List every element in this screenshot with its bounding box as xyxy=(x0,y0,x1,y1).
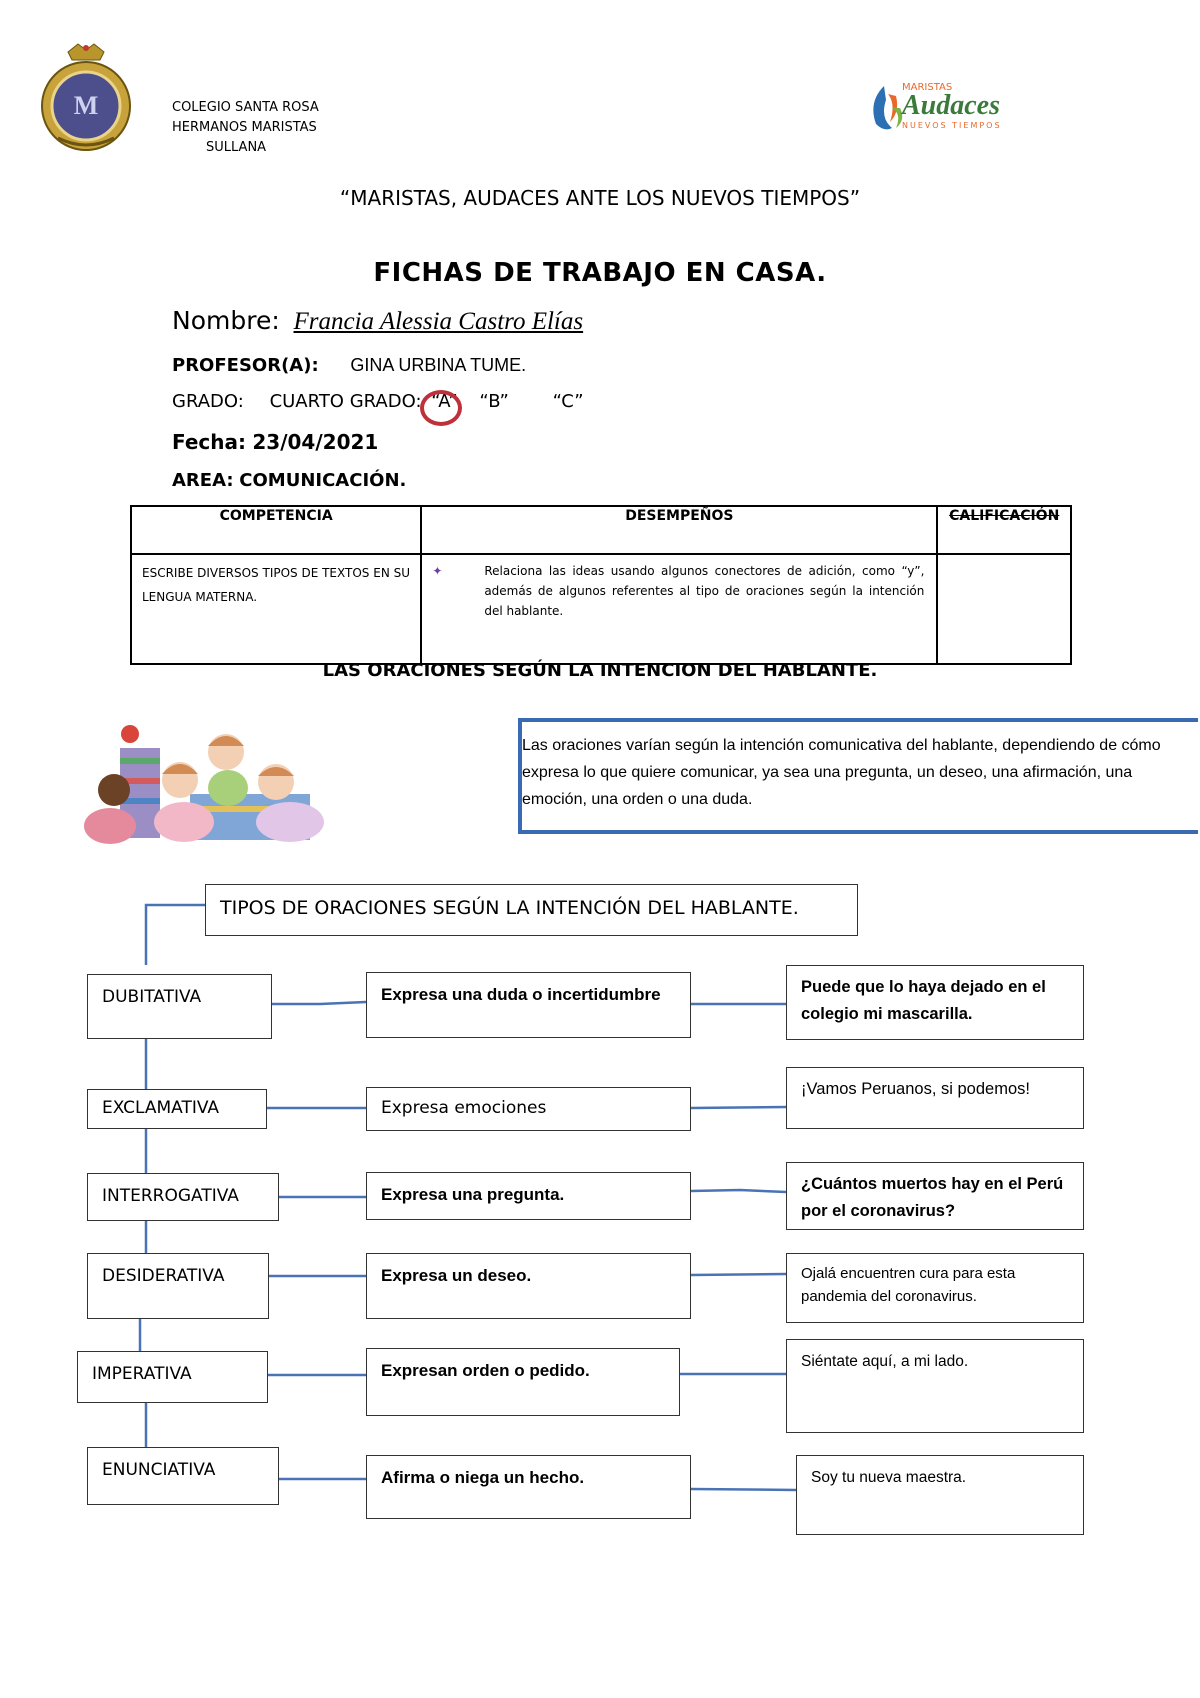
type-label: DUBITATIVA xyxy=(102,987,202,1007)
example-box-imperativa xyxy=(786,1339,1084,1433)
logo-sub-text: NUEVOS TIEMPOS xyxy=(902,121,1002,130)
example-text: ¿Cuántos muertos hay en el Perú por el coronavirus? xyxy=(801,1175,1064,1220)
meaning-label: Expresan orden o pedido. xyxy=(381,1361,590,1380)
example-box-dubitativa xyxy=(786,965,1084,1040)
example-text: Puede que lo haya dejado en el colegio mi mascarilla. xyxy=(801,978,1046,1023)
type-box-exclamativa xyxy=(87,1089,267,1129)
svg-text:M: M xyxy=(73,91,99,120)
meaning-box-enunciativa xyxy=(366,1455,691,1519)
meaning-box-imperativa xyxy=(366,1348,680,1416)
meaning-label: Expresa un deseo. xyxy=(381,1266,532,1285)
grade-header: CALIFICACIÓN xyxy=(937,506,1071,554)
type-box-dubitativa xyxy=(87,974,272,1039)
bullet-icon: ✦ xyxy=(432,564,443,578)
example-box-enunciativa xyxy=(796,1455,1084,1535)
meaning-box-desiderativa xyxy=(366,1253,691,1319)
name-label: Nombre: xyxy=(172,306,280,335)
example-text: Siéntate aquí, a mi lado. xyxy=(801,1353,969,1370)
performance-text: Relaciona las ideas usando algunos conectores de adición, como “y”, además de algunos referentes al tipo de oraciones según la intención del hablante. xyxy=(484,564,925,618)
meaning-box-dubitativa xyxy=(366,972,691,1038)
diagram-title-box xyxy=(205,884,858,936)
meaning-label: Expresa una pregunta. xyxy=(381,1185,565,1204)
type-label: INTERROGATIVA xyxy=(102,1186,239,1206)
section-title: LAS ORACIONES SEGÚN LA INTENCION DEL HABLANTE. xyxy=(322,660,878,681)
meaning-label: Expresa emociones xyxy=(381,1098,547,1118)
area-label: AREA: xyxy=(172,470,234,491)
meaning-label: Expresa una duda o incertidumbre xyxy=(381,985,661,1004)
logo-top-text: MARISTAS xyxy=(902,82,953,93)
example-box-desiderativa xyxy=(786,1253,1084,1323)
type-label: IMPERATIVA xyxy=(92,1364,192,1384)
competency-header: COMPETENCIA xyxy=(131,506,421,554)
type-box-imperativa xyxy=(77,1351,268,1403)
area-value: COMUNICACIÓN. xyxy=(239,470,407,491)
example-box-exclamativa xyxy=(786,1067,1084,1129)
date-label: Fecha: xyxy=(172,430,247,454)
type-label: ENUNCIATIVA xyxy=(102,1460,216,1480)
motto: “MARISTAS, AUDACES ANTE LOS NUEVOS TIEMPOS” xyxy=(339,186,861,210)
section-b: “B” xyxy=(479,391,509,412)
school-line-3: SULLANA xyxy=(206,140,267,155)
teacher-value: GINA URBINA TUME. xyxy=(350,355,527,375)
teacher-label: PROFESOR(A): xyxy=(172,355,319,376)
grade-label: GRADO: xyxy=(172,391,244,412)
type-box-enunciativa xyxy=(87,1447,279,1505)
competency-cell: ESCRIBE DIVERSOS TIPOS DE TEXTOS EN SU LENGUA MATERNA. xyxy=(131,554,421,664)
type-box-interrogativa xyxy=(87,1173,279,1221)
logo-main-text: Audaces xyxy=(902,90,1000,121)
meaning-box-interrogativa xyxy=(366,1172,691,1220)
type-label: DESIDERATIVA xyxy=(102,1266,225,1286)
school-line-2: HERMANOS MARISTAS xyxy=(172,120,317,135)
page-title: FICHAS DE TRABAJO EN CASA. xyxy=(373,258,827,288)
type-label: EXCLAMATIVA xyxy=(102,1098,220,1118)
meaning-box-exclamativa xyxy=(366,1087,691,1131)
meaning-label: Afirma o niega un hecho. xyxy=(381,1468,585,1487)
example-text: Ojalá encuentren cura para esta pandemia del coronavirus. xyxy=(801,1265,1016,1305)
name-value: Francia Alessia Castro Elías xyxy=(293,308,584,335)
diagram-title: TIPOS DE ORACIONES SEGÚN LA INTENCIÓN DEL HABLANTE. xyxy=(220,897,799,919)
example-box-interrogativa xyxy=(786,1162,1084,1230)
school-line-1: COLEGIO SANTA ROSA xyxy=(172,100,319,115)
example-text: ¡Vamos Peruanos, si podemos! xyxy=(801,1080,1030,1098)
type-box-desiderativa xyxy=(87,1253,269,1319)
intro-text: Las oraciones varían según la intención comunicativa del hablante, dependiendo de cómo expresa lo que quiere comunicar, ya sea una pregunta, un deseo, una afirmación, una emoción, una orden o una duda. xyxy=(522,737,1161,808)
date-value: 23/04/2021 xyxy=(252,430,379,454)
grade-value: CUARTO GRADO: xyxy=(269,391,422,412)
performance-header: DESEMPEÑOS xyxy=(421,506,937,554)
section-c: “C” xyxy=(552,391,584,412)
example-text: Soy tu nueva maestra. xyxy=(811,1469,967,1486)
section-a: “A” xyxy=(431,391,458,412)
